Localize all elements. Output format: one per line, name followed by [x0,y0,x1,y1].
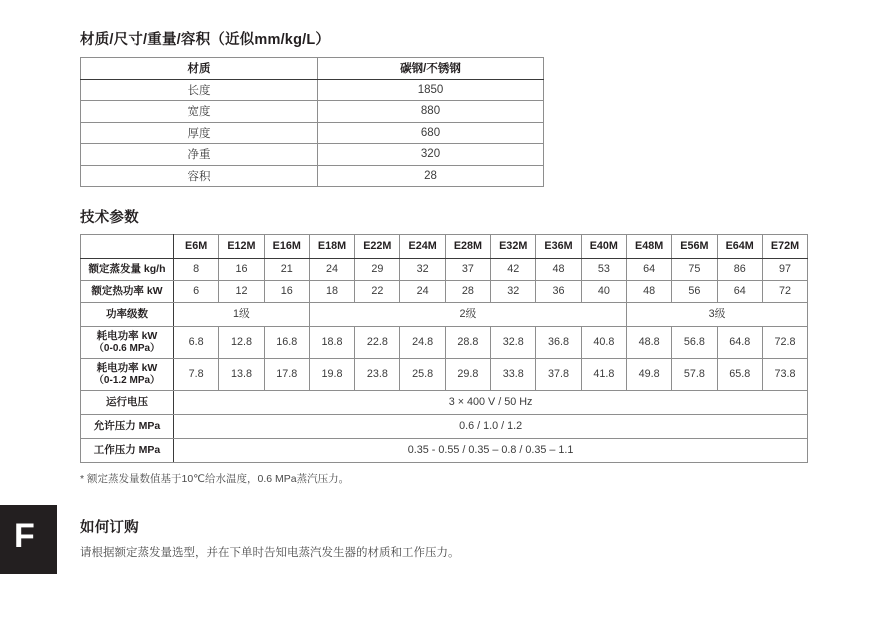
tech-cell-full: 3 × 400 V / 50 Hz [174,391,808,415]
tech-cell: 18.8 [309,327,354,359]
tech-header-model: E56M [672,235,717,259]
tech-cell: 97 [762,259,807,281]
tech-cell: 65.8 [717,359,762,391]
tech-header-model: E22M [355,235,400,259]
tech-cell: 56.8 [672,327,717,359]
tech-row-label: 额定热功率 kW [81,281,174,303]
tech-header-row [81,235,808,259]
power-stage-group: 2级 [309,303,626,327]
materials-cell-value: 1850 [318,79,544,101]
tech-cell: 28 [445,281,490,303]
materials-cell-label: 宽度 [81,101,318,123]
table-row [81,79,544,101]
tech-row-label-sub: （0-0.6 MPa） [93,342,161,354]
tech-cell: 40 [581,281,626,303]
tech-cell: 64.8 [717,327,762,359]
tech-cell: 57.8 [672,359,717,391]
tech-params-section-title: 技术参数 [80,210,139,226]
tech-row-label: 运行电压 [81,391,174,415]
tech-row-label-main: 耗电功率 kW [96,329,158,342]
table-row [81,165,544,187]
tech-header-model: E6M [174,235,219,259]
table-row [81,122,544,144]
tech-row-label: 工作压力 MPa [81,439,174,463]
tech-row-label-main: 耗电功率 kW [96,361,158,374]
tech-row-label: 允许压力 MPa [81,415,174,439]
tech-header-model: E40M [581,235,626,259]
tech-cell: 40.8 [581,327,626,359]
tech-header-model: E48M [626,235,671,259]
section-tab-marker [0,505,57,574]
tech-header-corner [81,235,174,259]
tech-cell: 72 [762,281,807,303]
tech-header-model: E36M [536,235,581,259]
tech-cell: 17.8 [264,359,309,391]
tech-cell: 16 [219,259,264,281]
tech-cell: 29.8 [445,359,490,391]
section-tab-letter: F [14,517,35,555]
table-row [81,303,808,327]
tech-row-label [81,327,174,359]
tech-cell: 6 [174,281,219,303]
table-row [81,327,808,359]
tech-cell: 33.8 [491,359,536,391]
table-footnote: * 额定蒸发量数值基于10℃给水温度，0.6 MPa蒸汽压力。 [80,473,350,485]
power-stage-group: 1级 [174,303,310,327]
tech-cell-full: 0.6 / 1.0 / 1.2 [174,415,808,439]
table-row [81,415,808,439]
materials-cell-label: 容积 [81,165,318,187]
tech-cell: 41.8 [581,359,626,391]
materials-cell-value: 320 [318,144,544,166]
tech-cell: 19.8 [309,359,354,391]
tech-cell: 36 [536,281,581,303]
tech-cell: 48 [626,281,671,303]
how-to-order-title: 如何订购 [80,520,139,536]
materials-cell-value: 28 [318,165,544,187]
tech-cell: 25.8 [400,359,445,391]
table-row [81,101,544,123]
tech-row-label-sub: （0-1.2 MPa） [93,374,161,386]
tech-cell: 6.8 [174,327,219,359]
tech-cell: 32 [491,281,536,303]
tech-cell-full: 0.35 - 0.55 / 0.35 – 0.8 / 0.35 – 1.1 [174,439,808,463]
tech-header-model: E24M [400,235,445,259]
tech-cell: 64 [626,259,671,281]
how-to-order-text: 请根据额定蒸发量选型，并在下单时告知电蒸汽发生器的材质和工作压力。 [80,547,460,559]
tech-cell: 32 [400,259,445,281]
materials-cell-label: 净重 [81,144,318,166]
tech-cell: 73.8 [762,359,807,391]
tech-cell: 24.8 [400,327,445,359]
tech-cell: 72.8 [762,327,807,359]
tech-header-model: E28M [445,235,490,259]
tech-cell: 24 [309,259,354,281]
table-row [81,259,808,281]
tech-cell: 32.8 [491,327,536,359]
tech-cell: 16 [264,281,309,303]
tech-cell: 12 [219,281,264,303]
materials-header-property: 材质 [81,58,318,80]
table-row [81,391,808,415]
tech-header-model: E12M [219,235,264,259]
tech-cell: 75 [672,259,717,281]
tech-cell: 56 [672,281,717,303]
tech-header-model: E64M [717,235,762,259]
tech-cell: 42 [491,259,536,281]
tech-cell: 8 [174,259,219,281]
tech-cell: 49.8 [626,359,671,391]
table-row [81,359,808,391]
tech-cell: 18 [309,281,354,303]
tech-header-model: E32M [491,235,536,259]
tech-cell: 37.8 [536,359,581,391]
tech-cell: 16.8 [264,327,309,359]
table-row [81,144,544,166]
materials-section-title: 材质/尺寸/重量/容积（近似mm/kg/L） [80,32,331,48]
power-stage-group: 3级 [626,303,807,327]
tech-row-label [81,359,174,391]
tech-params-table [80,234,808,463]
table-row [81,281,808,303]
tech-cell: 13.8 [219,359,264,391]
tech-row-label: 功率级数 [81,303,174,327]
table-header-row [81,58,544,80]
tech-cell: 21 [264,259,309,281]
materials-table [80,57,544,187]
tech-cell: 28.8 [445,327,490,359]
tech-cell: 29 [355,259,400,281]
tech-cell: 36.8 [536,327,581,359]
tech-cell: 7.8 [174,359,219,391]
tech-header-model: E72M [762,235,807,259]
tech-header-model: E16M [264,235,309,259]
materials-header-value: 碳钢/不锈钢 [318,58,544,80]
tech-cell: 48 [536,259,581,281]
materials-cell-label: 厚度 [81,122,318,144]
materials-cell-label: 长度 [81,79,318,101]
table-row [81,439,808,463]
tech-cell: 22 [355,281,400,303]
tech-cell: 22.8 [355,327,400,359]
tech-cell: 23.8 [355,359,400,391]
materials-cell-value: 680 [318,122,544,144]
tech-cell: 86 [717,259,762,281]
tech-cell: 64 [717,281,762,303]
tech-header-model: E18M [309,235,354,259]
tech-row-label: 额定蒸发量 kg/h [81,259,174,281]
tech-cell: 53 [581,259,626,281]
tech-cell: 48.8 [626,327,671,359]
tech-cell: 37 [445,259,490,281]
tech-cell: 24 [400,281,445,303]
materials-cell-value: 880 [318,101,544,123]
tech-cell: 12.8 [219,327,264,359]
